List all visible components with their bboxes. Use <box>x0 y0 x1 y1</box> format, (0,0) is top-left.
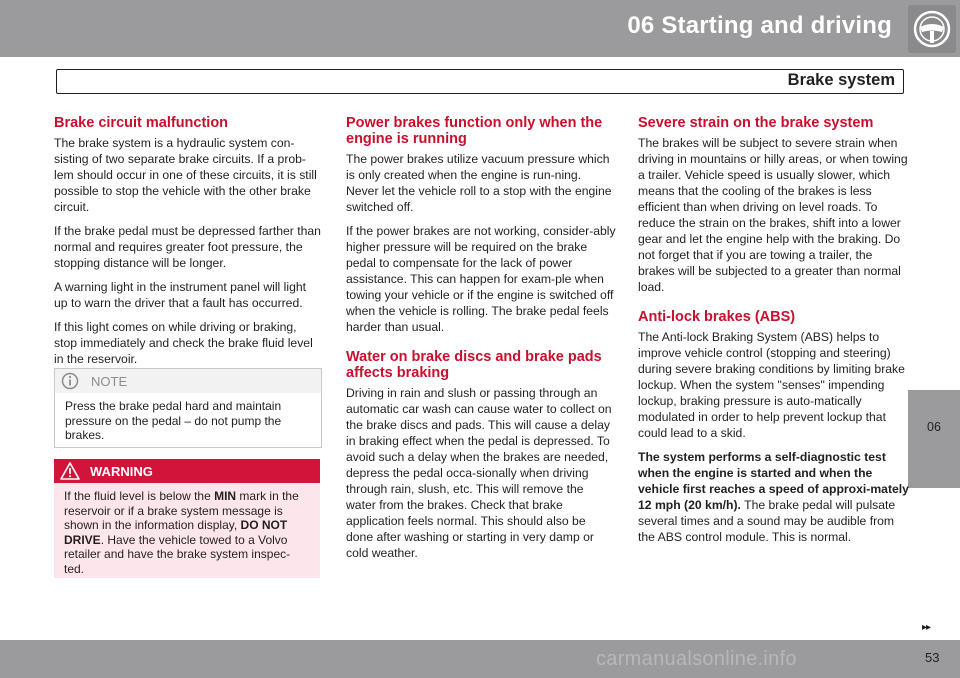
paragraph: If the brake pedal must be depressed farther than normal and requires greater foot pressure, the stopping distance will be longer. <box>54 224 321 270</box>
warning-label: WARNING <box>90 464 153 479</box>
chapter-side-tab <box>908 390 960 488</box>
severe-strain-heading: Severe strain on the brake system <box>638 115 874 131</box>
abs-self-test-bold: The system performs a self-diagnostic test when the engine is started and when the vehicle first reaches a speed of approxi-mately 12 mph (20 km/h). <box>638 450 909 512</box>
warning-text-part: mark in the reservoir or if a brake system message is shown in the information display, <box>64 489 299 532</box>
warning-header <box>54 459 320 483</box>
paragraph: The brake system is a hydraulic system con-sisting of two separate brake circuits. If a prob-lem should occur in one of these circuits, it is still possible to stop the vehicle with the other brake circuit. <box>54 136 317 214</box>
paragraph <box>638 449 910 545</box>
section-title: Brake system <box>787 71 895 89</box>
side-tab-strip <box>908 57 960 640</box>
section-bar <box>56 69 904 94</box>
warning-text-part: If the fluid level is below the <box>64 489 215 503</box>
warning-text-bold: DO NOT DRIVE <box>64 518 288 547</box>
column-3 <box>638 115 910 553</box>
warning-triangle-icon <box>60 462 80 485</box>
warning-text-part: . Have the vehicle towed to a Volvo retailer and have the brake system inspec-ted. <box>64 532 291 576</box>
paragraph: The Anti-lock Braking System (ABS) helps to improve vehicle control (stopping and steering) during severe braking conditions by limiting brake lockup. When the system "senses" impending lockup, braking pressure is auto-matically modulated in order to help prevent lockup that could lead to a skid. <box>638 330 905 440</box>
footer-band <box>0 640 960 678</box>
note-box <box>54 368 322 448</box>
warning-text <box>54 483 320 576</box>
power-brakes-heading: Power brakes function only when the engine is running <box>346 115 603 147</box>
abs-self-test-rest: The brake pedal will pulsate several times and a sound may be audible from the ABS control module. This is normal. <box>638 498 896 544</box>
paragraph: If the power brakes are not working, consider-ably higher pressure will be required on the brake pedal to compensate for the lack of power assistance. This can happen for exam-ple when towing your vehicle or if the engine is switched off when the vehicle is rolling. The brake pedal feels harder than usual. <box>346 224 616 334</box>
paragraph: The brakes will be subject to severe strain when driving in mountains or hilly areas, or when towing a trailer. Vehicle speed is usually slower, which means that the cooling of the brakes is less efficient than when driving on level roads. To reduce the strain on the brakes, shift into a lower gear and let the engine help with the braking. Do not forget that if you are towing a trailer, the brakes will be subjected to a greater than normal load. <box>638 136 908 294</box>
warning-text-bold: MIN <box>214 489 237 503</box>
paragraph: If this light comes on while driving or braking, stop immediately and check the brake fluid level in the reservoir. <box>54 320 313 366</box>
chapter-side-tab-label: 06 <box>927 420 941 434</box>
page-number: 53 <box>925 650 940 665</box>
column-1 <box>54 115 322 375</box>
continued-arrow-icon: ▸▸ <box>922 622 931 633</box>
steering-wheel-icon <box>908 5 956 53</box>
warning-box <box>54 459 320 578</box>
paragraph: The power brakes utilize vacuum pressure which is only created when the engine is run-ning. Never let the vehicle roll to a stop with the engine switched off. <box>346 152 612 214</box>
abs-heading: Anti-lock brakes (ABS) <box>638 309 796 325</box>
watermark: carmanualsonline.info <box>596 648 797 670</box>
brake-circuit-heading: Brake circuit malfunction <box>54 115 229 131</box>
column-2 <box>346 115 616 569</box>
paragraph: Driving in rain and slush or passing through an automatic car wash can cause water to collect on the brake discs and pads. This will cause a delay in braking effect when the pedal is depressed. To avoid such a delay when the brakes are needed, depress the pedal occa-sionally when driving through rain, slush, etc. This will remove the water from the brakes. Check that brake application feels normal. This should also be done after washing or starting in very damp or cold weather. <box>346 386 612 560</box>
note-text: Press the brake pedal hard and maintain pressure on the pedal – do not pump the brakes. <box>65 399 282 442</box>
paragraph: A warning light in the instrument panel will light up to warn the driver that a fault has occurred. <box>54 280 307 310</box>
info-icon <box>61 372 79 395</box>
water-on-brakes-heading: Water on brake discs and brake pads affects braking <box>346 349 602 381</box>
note-header <box>55 369 321 393</box>
note-label: NOTE <box>91 374 128 389</box>
chapter-title: 06 Starting and driving <box>627 12 892 39</box>
